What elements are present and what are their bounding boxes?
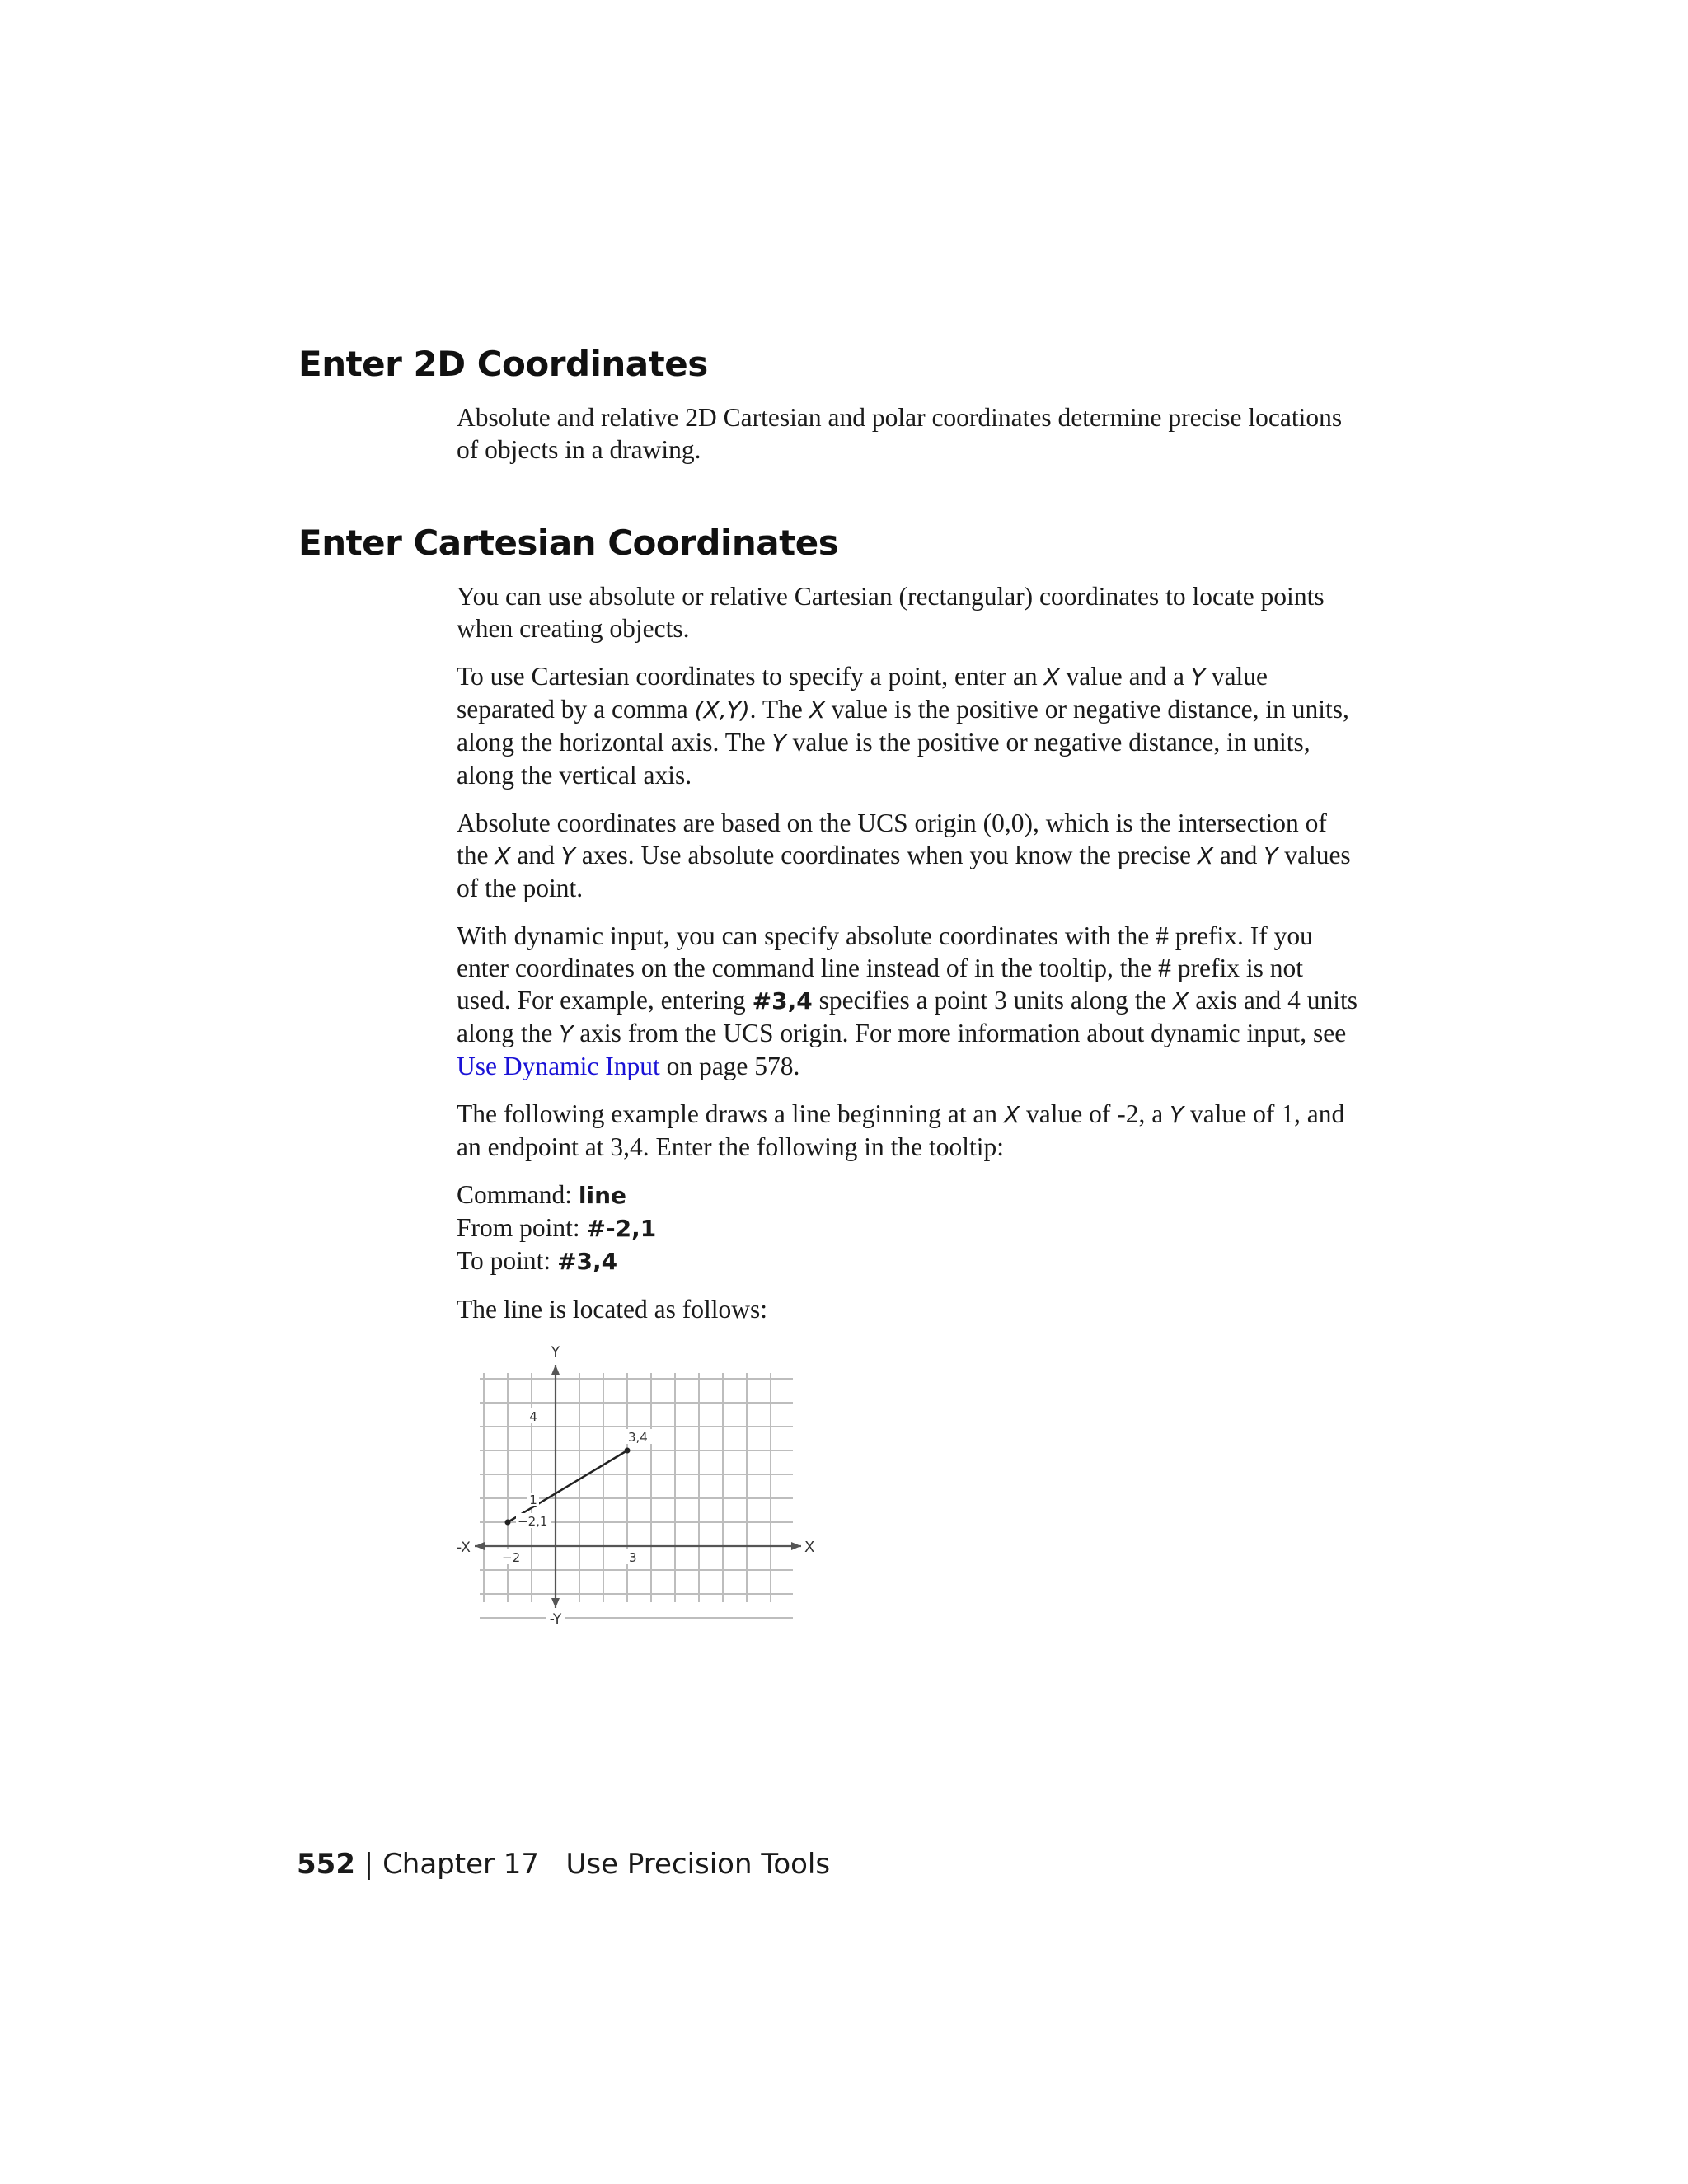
tick-label-y4: 4 xyxy=(529,1409,537,1424)
page-footer xyxy=(297,1846,830,1882)
command-line: Command: line xyxy=(457,1180,626,1209)
section-cartesian-body xyxy=(457,580,1363,1341)
x-arrow-icon xyxy=(791,1542,801,1550)
use-dynamic-input-link[interactable]: Use Dynamic Input xyxy=(457,1052,660,1080)
x-axis-label: X xyxy=(804,1539,815,1556)
x-neg-axis-label: -X xyxy=(457,1540,471,1556)
y-neg-arrow-icon xyxy=(551,1598,560,1608)
command-block xyxy=(457,1179,1363,1277)
cartesian-grid-figure xyxy=(457,1340,819,1645)
tick-label-x-neg2: −2 xyxy=(502,1550,521,1565)
tick-label-x3: 3 xyxy=(629,1550,637,1565)
paragraph: The following example draws a line beginning at an X value of -2, a Y value of 1, and an endpoint at 3,4. Enter the following in the tooltip: xyxy=(457,1099,1345,1161)
y-axis-label: Y xyxy=(551,1344,560,1361)
paragraph: You can use absolute or relative Cartesian (rectangular) coordinates to locate points when creating objects. xyxy=(457,582,1325,643)
paragraph: To use Cartesian coordinates to specify a point, enter an X value and a Y value separated by a comma (X,Y). The X value is the positive or negative distance, in units, along the horizontal axis. The Y value is the positive or negative distance, in units, along the vertical axis. xyxy=(457,662,1349,790)
paragraph: Absolute and relative 2D Cartesian and polar coordinates determine precise locations of objects in a drawing. xyxy=(457,403,1343,464)
line-end-point xyxy=(625,1448,631,1454)
paragraph: The line is located as follows: xyxy=(457,1295,768,1324)
x-neg-arrow-icon xyxy=(475,1542,485,1550)
y-neg-axis-label: -Y xyxy=(549,1611,562,1628)
grid-lines xyxy=(480,1373,793,1618)
section-heading-cartesian: Enter Cartesian Coordinates xyxy=(298,523,839,563)
section-2d-body xyxy=(457,401,1363,481)
tick-label-y1: 1 xyxy=(529,1493,537,1507)
y-arrow-icon xyxy=(551,1365,560,1375)
line-start-point xyxy=(505,1520,511,1526)
point-label-start: −2,1 xyxy=(518,1514,548,1529)
chapter-title: Chapter 17 Use Precision Tools xyxy=(382,1848,831,1881)
footer-separator: | xyxy=(354,1848,383,1881)
page-number: 552 xyxy=(297,1848,355,1881)
paragraph: Absolute coordinates are based on the UCS origin (0,0), which is the intersection of the X and Y axes. Use absolute coordinates when you know the precise X and Y values of the point. xyxy=(457,808,1351,902)
section-heading-2d: Enter 2D Coordinates xyxy=(298,344,708,384)
paragraph: With dynamic input, you can specify absolute coordinates with the # prefix. If you enter coordinates on the command line instead of in the tooltip, the # prefix is not used. For example, entering #3,4 specifies a point 3 units along the X axis and 4 units along the Y axis from the UCS origin. For more information about dynamic input, see Use Dynamic Input on page 578. xyxy=(457,921,1358,1080)
command-line: To point: #3,4 xyxy=(457,1246,618,1275)
plotted-line xyxy=(508,1451,627,1522)
command-line: From point: #-2,1 xyxy=(457,1213,657,1242)
point-label-end: 3,4 xyxy=(628,1430,648,1445)
